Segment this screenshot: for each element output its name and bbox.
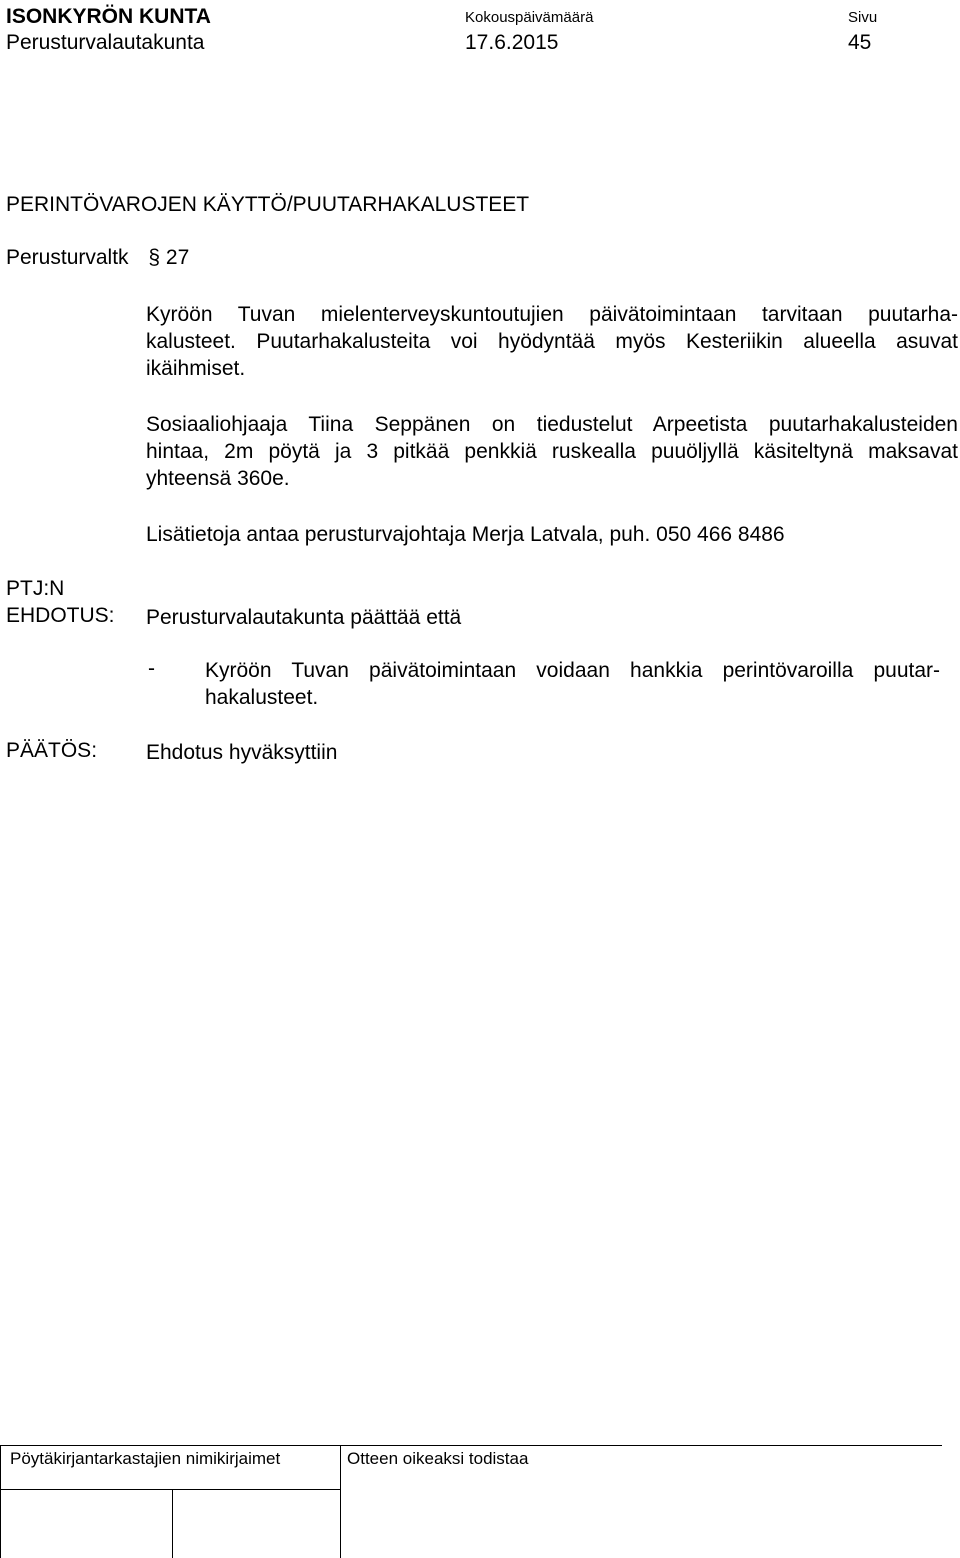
decision-line: Ehdotus hyväksyttiin — [146, 741, 338, 764]
decision-label: PÄÄTÖS: — [6, 739, 98, 762]
proposal-bullet — [205, 657, 940, 711]
paragraph-3 — [146, 521, 958, 548]
organization-name: ISONKYRÖN KUNTA — [6, 5, 211, 28]
initials-label: Pöytäkirjantarkastajien nimikirjaimet — [10, 1449, 281, 1468]
footer-left-border — [0, 1445, 1, 1558]
signature-footer — [0, 1445, 942, 1558]
footer-divider-initials — [172, 1489, 173, 1558]
bullet-dash: - — [148, 657, 155, 680]
paragraph-line: hintaa, 2m pöytä ja 3 pitkää penkkiä ruskealla puuöljyllä käsiteltynä maksavat — [146, 440, 958, 463]
meeting-date: 17.6.2015 — [465, 31, 559, 54]
paragraph-line: Sosiaaliohjaaja Tiina Seppänen on tiedustelut Arpeetista puutarhakalusteiden — [146, 413, 958, 436]
proposal-text — [146, 604, 958, 631]
section-reference — [6, 246, 189, 270]
paragraph-1 — [146, 301, 958, 382]
decision-text — [146, 739, 958, 766]
certified-label: Otteen oikeaksi todistaa — [347, 1449, 529, 1468]
paragraph-line: ikäihmiset. — [146, 357, 246, 380]
footer-mid-rule — [0, 1489, 340, 1490]
proposal-label-line1: PTJ:N — [6, 577, 65, 600]
paragraph-line: Kyröön Tuvan mielenterveyskuntoutujien päivätoimintaan tarvitaan puutarha- — [146, 303, 958, 326]
paragraph-line: yhteensä 360e. — [146, 467, 290, 490]
section-sign: § — [148, 246, 161, 269]
section-number: 27 — [165, 246, 190, 269]
page-number: 45 — [848, 31, 872, 54]
footer-divider-main — [340, 1445, 341, 1558]
bullet-line: Kyröön Tuvan päivätoimintaan voidaan hankkia perintövaroilla puutar- — [205, 659, 940, 682]
proposal-line: Perusturvalautakunta päättää että — [146, 606, 462, 629]
item-title: PERINTÖVAROJEN KÄYTTÖ/PUUTARHAKALUSTEET — [6, 193, 530, 216]
board-name: Perusturvalautakunta — [6, 31, 205, 54]
paragraph-2 — [146, 411, 958, 492]
section-ref-label: Perusturvaltk — [6, 246, 129, 269]
paragraph-line: Lisätietoja antaa perusturvajohtaja Merja Latvala, puh. 050 466 8486 — [146, 523, 785, 546]
page-label: Sivu — [848, 9, 878, 26]
footer-top-rule — [0, 1445, 942, 1446]
proposal-label-line2: EHDOTUS: — [6, 604, 115, 627]
bullet-line: hakalusteet. — [205, 686, 319, 709]
paragraph-line: kalusteet. Puutarhakalusteita voi hyödyntää myös Kesteriikin alueella asuvat — [146, 330, 958, 353]
meeting-date-label: Kokouspäivämäärä — [465, 9, 594, 26]
